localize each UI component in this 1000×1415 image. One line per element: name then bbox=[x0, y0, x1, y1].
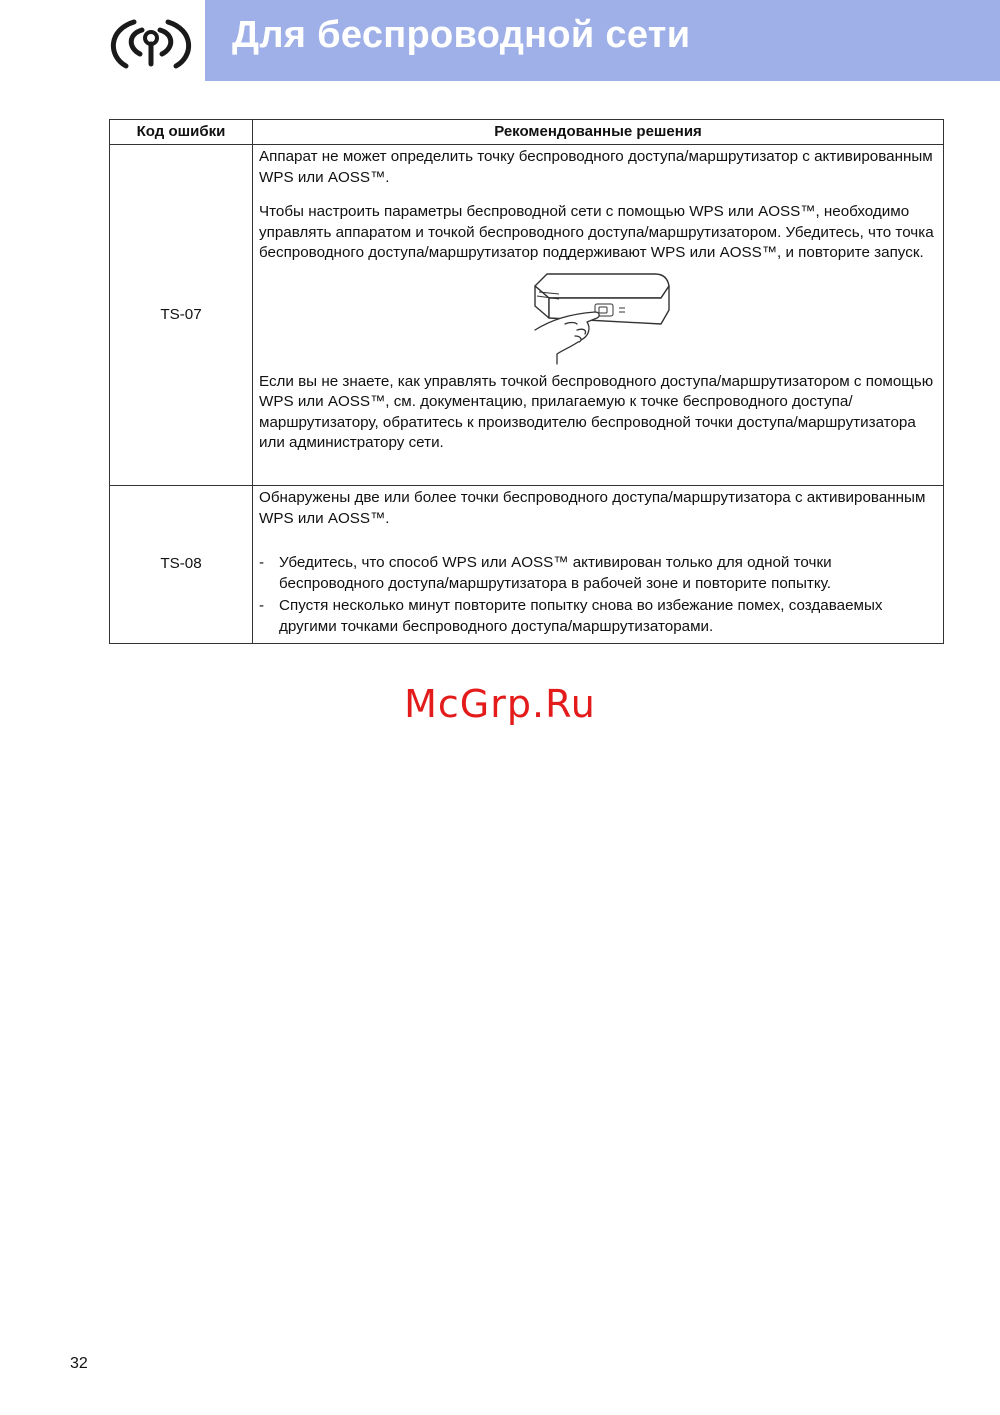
list-item bbox=[259, 553, 937, 594]
bullet-text: Спустя несколько минут повторите попытку снова во избежание помех, создаваемых другими точками беспроводного доступа/маршрутизаторами. bbox=[279, 597, 883, 635]
table-header-row bbox=[110, 120, 944, 145]
column-header-code: Код ошибки bbox=[110, 120, 253, 145]
error-code-cell: TS-07 bbox=[110, 145, 253, 486]
error-code-cell: TS-08 bbox=[110, 486, 253, 644]
table-row bbox=[110, 145, 944, 486]
watermark: McGrp.Ru bbox=[404, 682, 596, 726]
bullet-marker: - bbox=[259, 554, 265, 571]
table-row bbox=[110, 486, 944, 644]
solution-paragraph: Чтобы настроить параметры беспроводной сети с помощью WPS или AOSS™, необходимо управлять аппаратом и точкой беспроводного доступа/маршрутизатором. Убедитесь, что точка беспроводного доступа/маршрутизатор поддерживают WPS или AOSS™, и повторите запуск. bbox=[259, 203, 934, 261]
wireless-network-icon bbox=[104, 14, 196, 72]
solution-cell bbox=[253, 145, 944, 486]
page-title: Для беспроводной сети bbox=[232, 14, 691, 56]
bullet-marker: - bbox=[259, 597, 265, 614]
page-number: 32 bbox=[70, 1355, 88, 1372]
solution-paragraph: Аппарат не может определить точку беспроводного доступа/маршрутизатор с активированным WPS или AOSS™. bbox=[259, 148, 933, 186]
solution-cell bbox=[253, 486, 944, 644]
bullet-text: Убедитесь, что способ WPS или AOSS™ активирован только для одной точки беспроводного доступа/маршрутизатора в рабочей зоне и повторите попытку. bbox=[279, 554, 832, 592]
error-codes-table bbox=[109, 119, 944, 644]
router-button-press-icon bbox=[259, 264, 937, 372]
column-header-solutions: Рекомендованные решения bbox=[253, 120, 944, 145]
list-item bbox=[259, 596, 937, 637]
solution-paragraph: Обнаружены две или более точки беспроводного доступа/маршрутизатора с активированным WPS или AOSS™. bbox=[259, 489, 926, 527]
solution-paragraph: Если вы не знаете, как управлять точкой беспроводного доступа/маршрутизатором с помощью WPS или AOSS™, см. документацию, прилагаемую к точке беспроводного доступа/маршрутизатору, обратитесь к производителю беспроводной точки доступа/маршрутизатора или администратору сети. bbox=[259, 372, 934, 451]
bullet-list bbox=[259, 553, 937, 637]
